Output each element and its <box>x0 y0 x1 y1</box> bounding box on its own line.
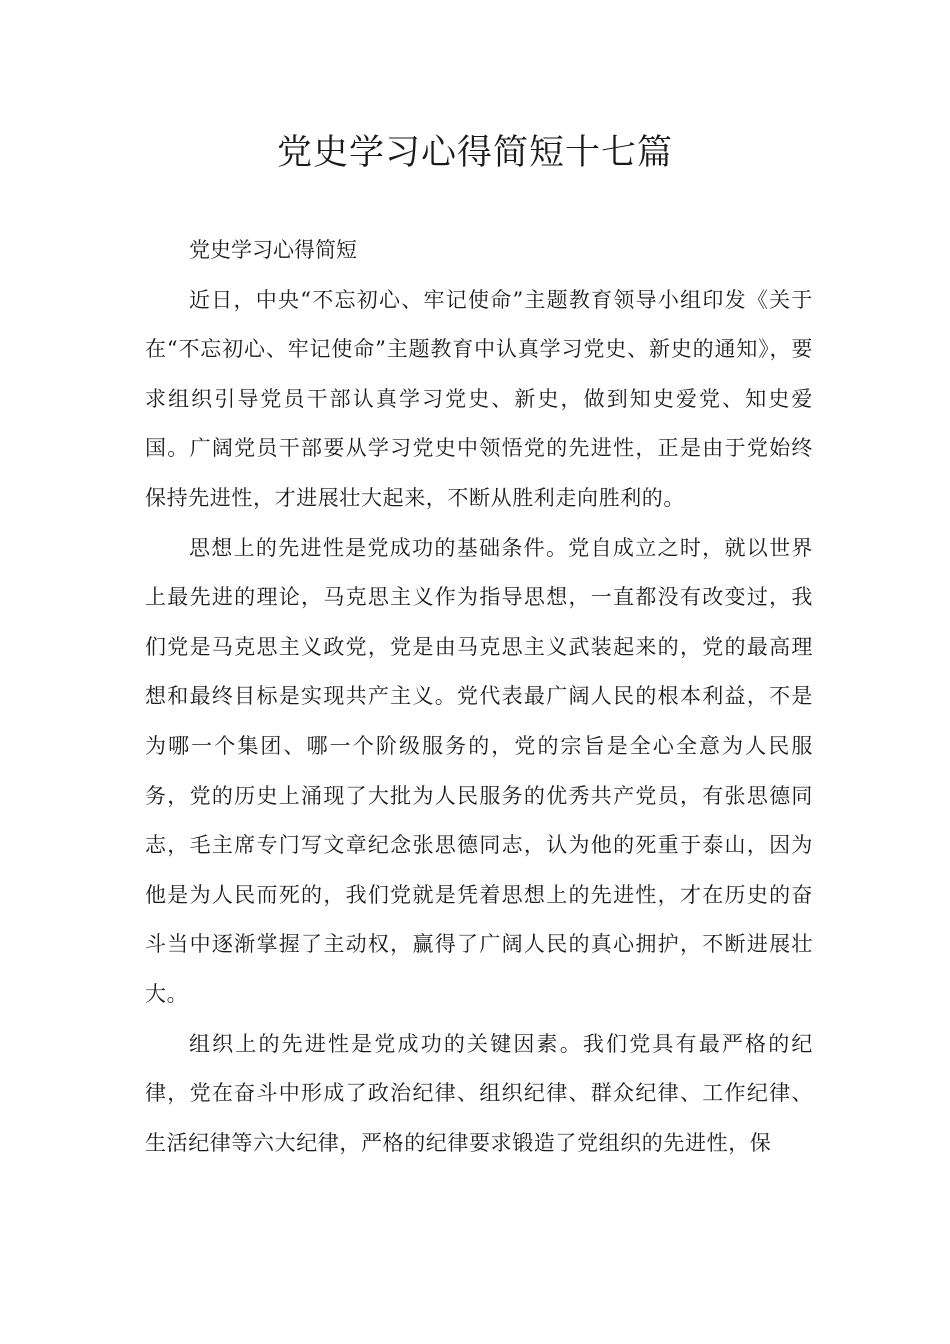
paragraph-3: 组织上的先进性是党成功的关键因素。我们党具有最严格的纪律，党在奋斗中形成了政治纪律、组织纪律、群众纪律、工作纪律、生活纪律等六大纪律，严格的纪律要求锻造了党组织的先进性，保 <box>145 1031 813 1155</box>
section-heading: 党史学习心得简短 <box>189 238 357 262</box>
document-title: 党史学习心得简短十七篇 <box>276 133 673 173</box>
document-body <box>145 226 813 1168</box>
paragraph-1: 近日，中央“不忘初心、牢记使命”主题教育领导小组印发《关于在“不忘初心、牢记使命”主题教育中认真学习党史、新史的通知》，要求组织引导党员干部认真学习党史、新史，做到知史爱党、知史爱国。广阔党员干部要从学习党史中领悟党的先进性，正是由于党始终保持先进性，才进展壮大起来，不断从胜利走向胜利的。 <box>145 287 813 510</box>
paragraph-2: 思想上的先进性是党成功的基础条件。党自成立之时，就以世界上最先进的理论，马克思主义作为指导思想，一直都没有改变过，我们党是马克思主义政党，党是由马克思主义武装起来的，党的最高理想和最终目标是实现共产主义。党代表最广阔人民的根本利益，不是为哪一个集团、哪一个阶级服务的，党的宗旨是全心全意为人民服务，党的历史上涌现了大批为人民服务的优秀共产党员，有张思德同志，毛主席专门写文章纪念张思德同志，认为他的死重于泰山，因为他是为人民而死的，我们党就是凭着思想上的先进性，才在历史的奋斗当中逐渐掌握了主动权，赢得了广阔人民的真心拥护，不断进展壮大。 <box>145 535 813 1006</box>
